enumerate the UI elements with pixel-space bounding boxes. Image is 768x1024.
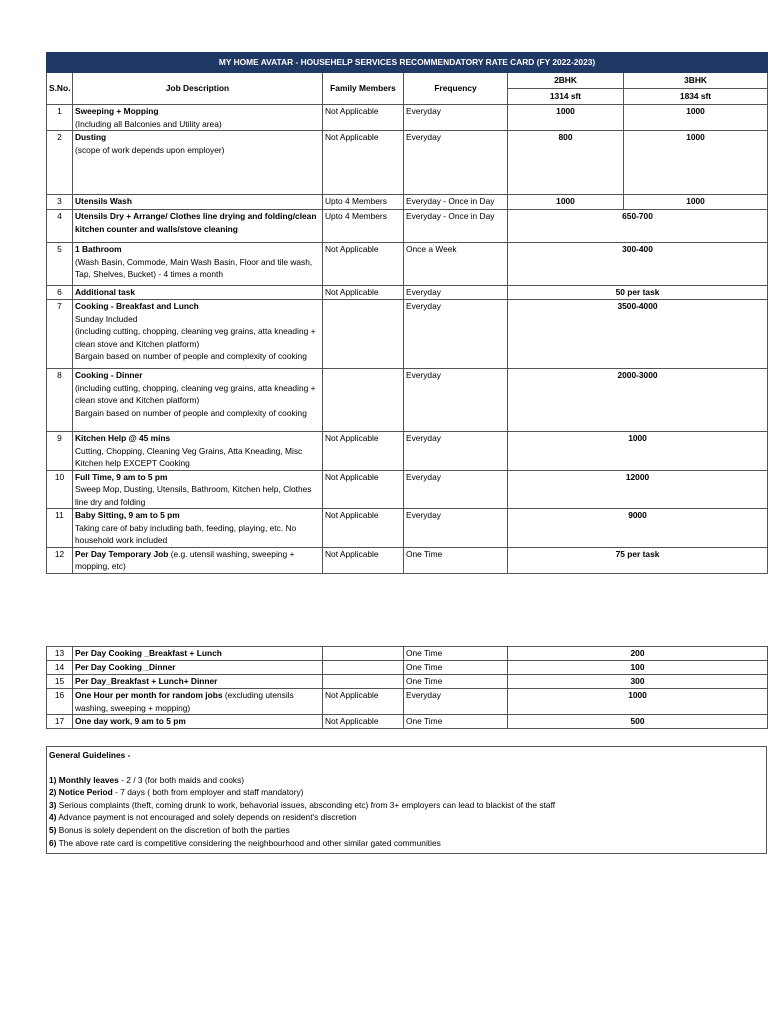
- guideline-text: The above rate card is competitive considering the neighbourhood and other similar gated communities: [56, 837, 441, 848]
- table-row: [47, 647, 768, 661]
- job-description-cell: [73, 661, 323, 675]
- family-members-cell: [323, 300, 404, 369]
- job-title: Per Day Cooking _Dinner: [75, 662, 176, 672]
- header-2bhk: 2BHK: [508, 73, 624, 89]
- frequency-cell: Everyday: [404, 369, 508, 432]
- rate-card-table: [46, 52, 768, 574]
- row-number: 7: [47, 300, 73, 369]
- family-members-cell: Upto 4 Members: [323, 195, 404, 210]
- row-number: 17: [47, 715, 73, 729]
- job-detail: (e.g. utensil washing, sweeping + mopping, etc): [75, 548, 295, 571]
- rate-cell: 2000-3000: [508, 369, 768, 432]
- guideline-text: Bonus is solely dependent on the discretion of both the parties: [56, 824, 290, 835]
- job-title: One day work, 9 am to 5 pm: [75, 716, 186, 726]
- table-row: [47, 369, 768, 432]
- row-number: 3: [47, 195, 73, 210]
- job-detail: Cutting, Chopping, Cleaning Veg Grains, Atta Kneading, Misc Kitchen help EXCEPT Cooking: [75, 445, 303, 468]
- job-detail: Sweep Mop, Dusting, Utensils, Bathroom, Kitchen help, Clothes line dry and folding: [75, 484, 312, 507]
- table-row: [47, 105, 768, 131]
- per-day-rate-table: [46, 646, 768, 729]
- guidelines-list: [49, 774, 764, 850]
- job-description-cell: [73, 369, 323, 432]
- rate-cell: 1000: [508, 689, 768, 715]
- job-description-cell: [73, 210, 323, 243]
- frequency-cell: Everyday: [404, 509, 508, 548]
- header-frequency: Frequency: [404, 73, 508, 105]
- job-description-cell: [73, 286, 323, 300]
- frequency-cell: Everyday - Once in Day: [404, 195, 508, 210]
- rate-cell: 3500-4000: [508, 300, 768, 369]
- job-detail: (including cutting, chopping, cleaning veg grains, atta kneading + clean stove and Kitchen platform): [75, 382, 316, 405]
- rate-cell: 500: [508, 715, 768, 729]
- job-description-cell: [73, 195, 323, 210]
- frequency-cell: One Time: [404, 675, 508, 689]
- row-number: 15: [47, 675, 73, 689]
- family-members-cell: Not Applicable: [323, 509, 404, 548]
- row-number: 16: [47, 689, 73, 715]
- guideline-item: [49, 811, 764, 824]
- family-members-cell: Not Applicable: [323, 243, 404, 286]
- frequency-cell: One Time: [404, 647, 508, 661]
- guideline-text: - 7 days ( both from employer and staff mandatory): [112, 787, 304, 798]
- frequency-cell: Everyday: [404, 131, 508, 195]
- job-description-cell: [73, 105, 323, 131]
- table-row: [47, 689, 768, 715]
- table-row: [47, 470, 768, 509]
- job-description-cell: [73, 470, 323, 509]
- job-description-cell: [73, 715, 323, 729]
- guideline-number: 2): [49, 787, 57, 798]
- general-guidelines: [46, 746, 767, 854]
- family-members-cell: Not Applicable: [323, 105, 404, 131]
- rate-2bhk-cell: 1000: [508, 105, 624, 131]
- rate-cell: 9000: [508, 509, 768, 548]
- guideline-number: 1): [49, 774, 57, 785]
- job-title: Additional task: [75, 287, 136, 297]
- job-title: Sweeping + Mopping: [75, 106, 159, 116]
- rate-cell: 300-400: [508, 243, 768, 286]
- job-title: Kitchen Help @ 45 mins: [75, 433, 171, 443]
- row-number: 10: [47, 470, 73, 509]
- job-title: One Hour per month for random jobs: [75, 690, 223, 700]
- family-members-cell: Not Applicable: [323, 470, 404, 509]
- row-number: 6: [47, 286, 73, 300]
- table-row: [47, 195, 768, 210]
- frequency-cell: Everyday: [404, 470, 508, 509]
- guideline-text: Serious complaints (theft, coming drunk to work, behavorial issues, absconding etc) from 3+ employers can lead to blackist of the staff: [56, 799, 556, 810]
- family-members-cell: Not Applicable: [323, 432, 404, 471]
- family-members-cell: Not Applicable: [323, 131, 404, 195]
- rate-3bhk-cell: 1000: [624, 131, 768, 195]
- job-description-cell: [73, 300, 323, 369]
- frequency-cell: One Time: [404, 715, 508, 729]
- table-row: [47, 661, 768, 675]
- guideline-number: 5): [49, 824, 57, 835]
- rate-cell: 100: [508, 661, 768, 675]
- guideline-number: 4): [49, 812, 57, 823]
- frequency-cell: Everyday: [404, 286, 508, 300]
- row-number: 5: [47, 243, 73, 286]
- frequency-cell: One Time: [404, 547, 508, 573]
- rate-2bhk-cell: 1000: [508, 195, 624, 210]
- job-title: Cooking - Dinner: [75, 370, 143, 380]
- header-sno: S.No.: [47, 73, 73, 105]
- rate-cell: 200: [508, 647, 768, 661]
- table-row: [47, 675, 768, 689]
- table-row: [47, 243, 768, 286]
- frequency-cell: Everyday: [404, 300, 508, 369]
- guideline-text: Advance payment is not encouraged and solely depends on resident's discretion: [56, 812, 357, 823]
- header-3bhk-area: 1834 sft: [624, 89, 768, 105]
- job-detail: Bargain based on number of people and complexity of cooking: [75, 351, 307, 361]
- table-row: [47, 547, 768, 573]
- job-description-cell: [73, 675, 323, 689]
- family-members-cell: Not Applicable: [323, 689, 404, 715]
- job-description-cell: [73, 432, 323, 471]
- row-number: 9: [47, 432, 73, 471]
- family-members-cell: Not Applicable: [323, 715, 404, 729]
- table-row: [47, 300, 768, 369]
- table-row: [47, 432, 768, 471]
- guideline-item: [49, 786, 764, 799]
- rate-3bhk-cell: 1000: [624, 195, 768, 210]
- guideline-item: [49, 774, 764, 787]
- job-detail: (Including all Balconies and Utility area): [75, 118, 222, 129]
- table-row: [47, 210, 768, 243]
- header-2bhk-area: 1314 sft: [508, 89, 624, 105]
- frequency-cell: Everyday: [404, 432, 508, 471]
- family-members-cell: Not Applicable: [323, 286, 404, 300]
- frequency-cell: Everyday - Once in Day: [404, 210, 508, 243]
- job-title: Cooking - Breakfast and Lunch: [75, 301, 199, 311]
- frequency-cell: Once a Week: [404, 243, 508, 286]
- job-detail: (including cutting, chopping, cleaning veg grains, atta kneading + clean stove and Kitchen platform): [75, 326, 316, 349]
- guideline-item: [49, 837, 764, 850]
- family-members-cell: [323, 369, 404, 432]
- header-3bhk: 3BHK: [624, 73, 768, 89]
- job-description-cell: [73, 243, 323, 286]
- row-number: 2: [47, 131, 73, 195]
- job-detail: (excluding utensils washing, sweeping + mopping): [75, 690, 294, 713]
- rate-cell: 50 per task: [508, 286, 768, 300]
- job-detail: Bargain based on number of people and complexity of cooking: [75, 407, 307, 418]
- guidelines-heading: General Guidelines -: [49, 750, 131, 760]
- guideline-text: - 2 / 3 (for both maids and cooks): [118, 774, 245, 785]
- job-description-cell: [73, 547, 323, 573]
- rate-cell: 1000: [508, 432, 768, 471]
- rate-cell: 12000: [508, 470, 768, 509]
- job-title: Per Day_Breakfast + Lunch+ Dinner: [75, 676, 218, 686]
- table-title: MY HOME AVATAR - HOUSEHELP SERVICES RECOMMENDATORY RATE CARD (FY 2022-2023): [47, 53, 768, 73]
- guideline-number: 6): [49, 837, 57, 848]
- rate-2bhk-cell: 800: [508, 131, 624, 195]
- frequency-cell: Everyday: [404, 689, 508, 715]
- guideline-item: [49, 799, 764, 812]
- header-family-members: Family Members: [323, 73, 404, 105]
- guideline-label: Monthly leaves: [58, 774, 119, 785]
- family-members-cell: [323, 661, 404, 675]
- frequency-cell: One Time: [404, 661, 508, 675]
- family-members-cell: Not Applicable: [323, 547, 404, 573]
- family-members-cell: [323, 647, 404, 661]
- job-title: Utensils Wash: [75, 196, 132, 206]
- rate-cell: 75 per task: [508, 547, 768, 573]
- job-description-cell: [73, 509, 323, 548]
- table-row: [47, 286, 768, 300]
- row-number: 14: [47, 661, 73, 675]
- job-title: Full Time, 9 am to 5 pm: [75, 471, 168, 482]
- rate-3bhk-cell: 1000: [624, 105, 768, 131]
- row-number: 1: [47, 105, 73, 131]
- family-members-cell: [323, 675, 404, 689]
- row-number: 8: [47, 369, 73, 432]
- job-description-cell: [73, 647, 323, 661]
- guideline-label: Notice Period: [58, 787, 113, 798]
- guideline-item: [49, 824, 764, 837]
- job-title: 1 Bathroom: [75, 244, 122, 254]
- frequency-cell: Everyday: [404, 105, 508, 131]
- row-number: 13: [47, 647, 73, 661]
- family-members-cell: Upto 4 Members: [323, 210, 404, 243]
- job-detail: Sunday Included: [75, 313, 138, 324]
- table-row: [47, 509, 768, 548]
- job-detail: (Wash Basin, Commode, Main Wash Basin, Floor and tile wash, Tap, Shelves, Bucket) - 4 times a month: [75, 256, 313, 279]
- guideline-number: 3): [49, 799, 57, 810]
- rate-cell: 300: [508, 675, 768, 689]
- job-title: Baby Sitting, 9 am to 5 pm: [75, 510, 180, 520]
- job-title: Per Day Cooking _Breakfast + Lunch: [75, 648, 222, 658]
- row-number: 11: [47, 509, 73, 548]
- row-number: 4: [47, 210, 73, 243]
- job-detail: (scope of work depends upon employer): [75, 144, 225, 155]
- job-detail: Taking care of baby including bath, feeding, playing, etc. No household work included: [75, 522, 297, 545]
- rate-cell: 650-700: [508, 210, 768, 243]
- table-row: [47, 131, 768, 195]
- table-row: [47, 715, 768, 729]
- job-title: Dusting: [75, 132, 107, 142]
- job-description-cell: [73, 689, 323, 715]
- header-job-description: Job Description: [73, 73, 323, 105]
- job-title: Per Day Temporary Job: [75, 548, 169, 559]
- row-number: 12: [47, 547, 73, 573]
- job-description-cell: [73, 131, 323, 195]
- job-title: Utensils Dry + Arrange/ Clothes line drying and folding/clean kitchen counter and walls/stove cleaning: [75, 211, 317, 234]
